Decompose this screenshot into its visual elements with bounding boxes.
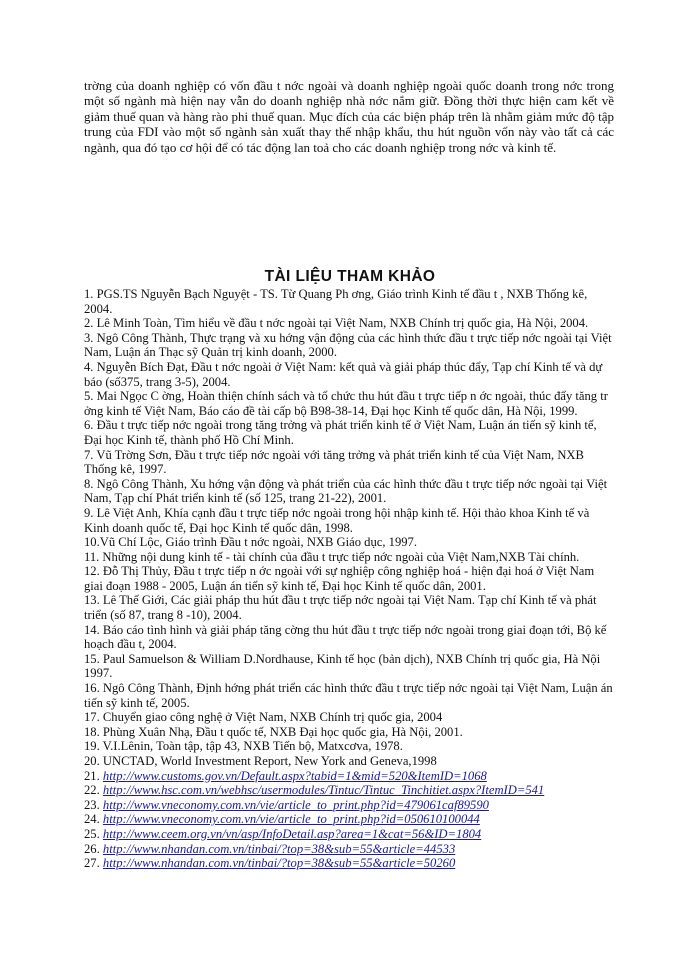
reference-item: 10.Vũ Chí Lộc, Giáo trình Đầu t nớc ngoài, NXB Giáo dục, 1997. bbox=[84, 535, 417, 550]
reference-item: 4. Nguyễn Bích Đạt, Đầu t nớc ngoài ở Việt Nam: kết quả và giải pháp thúc đẩy, Tạp chí Kinh tế và dự báo (số375, trang 3-5), 2004. bbox=[84, 359, 603, 389]
reference-link[interactable]: http://www.customs.gov.vn/Default.aspx?tabid=1&mid=520&ItemID=1068 bbox=[102, 768, 487, 783]
reference-item: 14. Báo cáo tình hình và giải pháp tăng cờng thu hút đầu t trực tiếp nớc ngoài trong giai đoạn tới, Bộ kế hoạch đầu t, 2004. bbox=[84, 622, 607, 652]
reference-number: 23. bbox=[84, 797, 100, 812]
reference-item: 3. Ngô Công Thành, Thực trạng và xu hớng vận động của các hình thức đầu t trực tiếp nớc ngoài tại Việt Nam, Luận án Thạc sỹ Quản trị kinh doanh, 2000. bbox=[84, 330, 612, 360]
reference-item: 6. Đầu t trực tiếp nớc ngoài trong tăng trởng và phát triển kinh tế ở Việt Nam, Luận án tiến sỹ kinh tế, Đại học Kinh tế, thành phố Hồ Chí Minh. bbox=[84, 418, 597, 447]
reference-item: 12. Đỗ Thị Thủy, Đầu t trực tiếp n ớc ngoài với sự nghiệp công nghiệp hoá - hiện đại hoá ở Việt Nam giai đoạn 1988 - 2005, Luận án tiến sỹ kinh tế, Đại học Kinh tế quốc dân, 2001. bbox=[84, 564, 595, 593]
reference-link[interactable]: http://www.hsc.com.vn/webhsc/usermodules/Tintuc/Tintuc_Tinchitiet.aspx?ItemID=541 bbox=[102, 783, 545, 798]
reference-item: 17. Chuyển giao công nghệ ở Việt Nam, NXB Chính trị quốc gia, 2004 bbox=[84, 710, 443, 725]
references-title: TÀI LIỆU THAM KHẢO bbox=[264, 268, 436, 285]
reference-item: 13. Lê Thế Giới, Các giải pháp thu hút đầu t trực tiếp nớc ngoài tại Việt Nam. Tạp chí Kinh tế và phát triển (số 87, trang 8 -10), 2004. bbox=[84, 593, 597, 623]
reference-item: 5. Mai Ngọc C ờng, Hoàn thiện chính sách và tổ chức thu hút đầu t trực tiếp n ớc ngoài, thúc đẩy tăng tr ởng kinh tế Việt Nam, Báo cáo đề tài cấp bộ B98-38-14, Đại học Kinh tế quốc dân, Hà Nội, 1999. bbox=[84, 389, 608, 418]
reference-number: 27. bbox=[84, 856, 100, 871]
reference-link[interactable]: http://www.nhandan.com.vn/tinbai/?top=38&sub=55&article=50260 bbox=[102, 856, 456, 871]
reference-item: 9. Lê Việt Anh, Khía cạnh đầu t trực tiếp nớc ngoài trong hội nhập kinh tế. Hội thảo khoa Kinh tế và Kinh doanh quốc tế, Đại học Kinh tế quốc dân, 1998. bbox=[84, 505, 590, 535]
reference-item: 16. Ngô Công Thành, Định hớng phát triển các hình thức đầu t trực tiếp nớc ngoài tại Việt Nam, Luận án tiến sỹ kinh tế, 2005. bbox=[84, 681, 613, 710]
reference-item: 1. PGS.TS Nguyễn Bạch Nguyệt - TS. Từ Quang Ph ơng, Giáo trình Kinh tế đầu t , NXB Thống kê, 2004. bbox=[84, 287, 588, 316]
reference-number: 24. bbox=[84, 812, 100, 827]
reference-link[interactable]: http://www.ceem.org.vn/vn/asp/InfoDetail.asp?area=1&cat=56&ID=1804 bbox=[102, 826, 482, 841]
reference-item: 18. Phùng Xuân Nhạ, Đầu t quốc tế, NXB Đại học quốc gia, Hà Nội, 2001. bbox=[84, 724, 463, 739]
reference-item: 20. UNCTAD, World Investment Report, New York and Geneva,1998 bbox=[84, 754, 437, 768]
reference-item: 2. Lê Minh Toàn, Tìm hiểu về đầu t nớc ngoài tại Việt Nam, NXB Chính trị quốc gia, Hà Nội, 2004. bbox=[84, 316, 589, 331]
reference-item: 7. Vũ Trờng Sơn, Đầu t trực tiếp nớc ngoài với tăng trởng và phát triển kinh tế của Việt Nam, NXB Thống kê, 1997. bbox=[84, 447, 584, 477]
reference-number: 25. bbox=[84, 826, 100, 841]
reference-link-item bbox=[84, 798, 614, 813]
reference-number: 21. bbox=[84, 768, 100, 783]
reference-item: 11. Những nội dung kinh tế - tài chính của đầu t trực tiếp nớc ngoài của Việt Nam,NXB Tài chính. bbox=[84, 549, 580, 564]
reference-link-item bbox=[84, 827, 614, 842]
reference-item: 15. Paul Samuelson & William D.Nordhause, Kinh tế học (bản dịch), NXB Chính trị quốc gia, Hà Nội 1997. bbox=[84, 651, 601, 681]
references-list bbox=[84, 287, 614, 871]
reference-number: 26. bbox=[84, 841, 100, 856]
reference-link-item bbox=[84, 812, 614, 827]
reference-link[interactable]: http://www.nhandan.com.vn/tinbai/?top=38&sub=55&article=44533 bbox=[102, 841, 456, 856]
reference-number: 22. bbox=[84, 783, 100, 798]
reference-link-item bbox=[84, 783, 614, 798]
reference-item: 19. V.I.Lênin, Toàn tập, tập 43, NXB Tiến bộ, Matxcơva, 1978. bbox=[84, 739, 403, 754]
reference-link[interactable]: http://www.vneconomy.com.vn/vie/article_to_print.php?id=050610100044 bbox=[102, 812, 480, 827]
reference-link[interactable]: http://www.vneconomy.com.vn/vie/article_to_print.php?id=479061caf89590 bbox=[102, 797, 489, 812]
reference-link-item bbox=[84, 842, 614, 857]
reference-item: 8. Ngô Công Thành, Xu hớng vận động và phát triển của các hình thức đầu t trực tiếp nớc ngoài tại Việt Nam, Tạp chí Phát triển kinh tế (số 125, trang 21-22), 2001. bbox=[84, 476, 608, 506]
body-paragraph: trờng của doanh nghiệp có vốn đầu t nớc ngoài và doanh nghiệp ngoài quốc doanh trong nớc trong một số ngành mà hiện nay vẫn do doanh nghiệp nhà nớc nắm giữ. Đồng thời thực hiện cam kết về giảm thuế quan và hàng rào phi thuế quan. Mục đích của các biện pháp trên là nhằm giảm mức độ tập trung của FDI vào một số ngành sản xuất thay thế nhập khẩu, thu hút nguồn vốn này vào tất cả các ngành, qua đó tạo cơ hội để có tác động lan toả cho các doanh nghiệp trong nớc và kinh tế. bbox=[84, 78, 614, 155]
reference-link-item bbox=[84, 769, 614, 784]
reference-link-item bbox=[84, 856, 614, 871]
